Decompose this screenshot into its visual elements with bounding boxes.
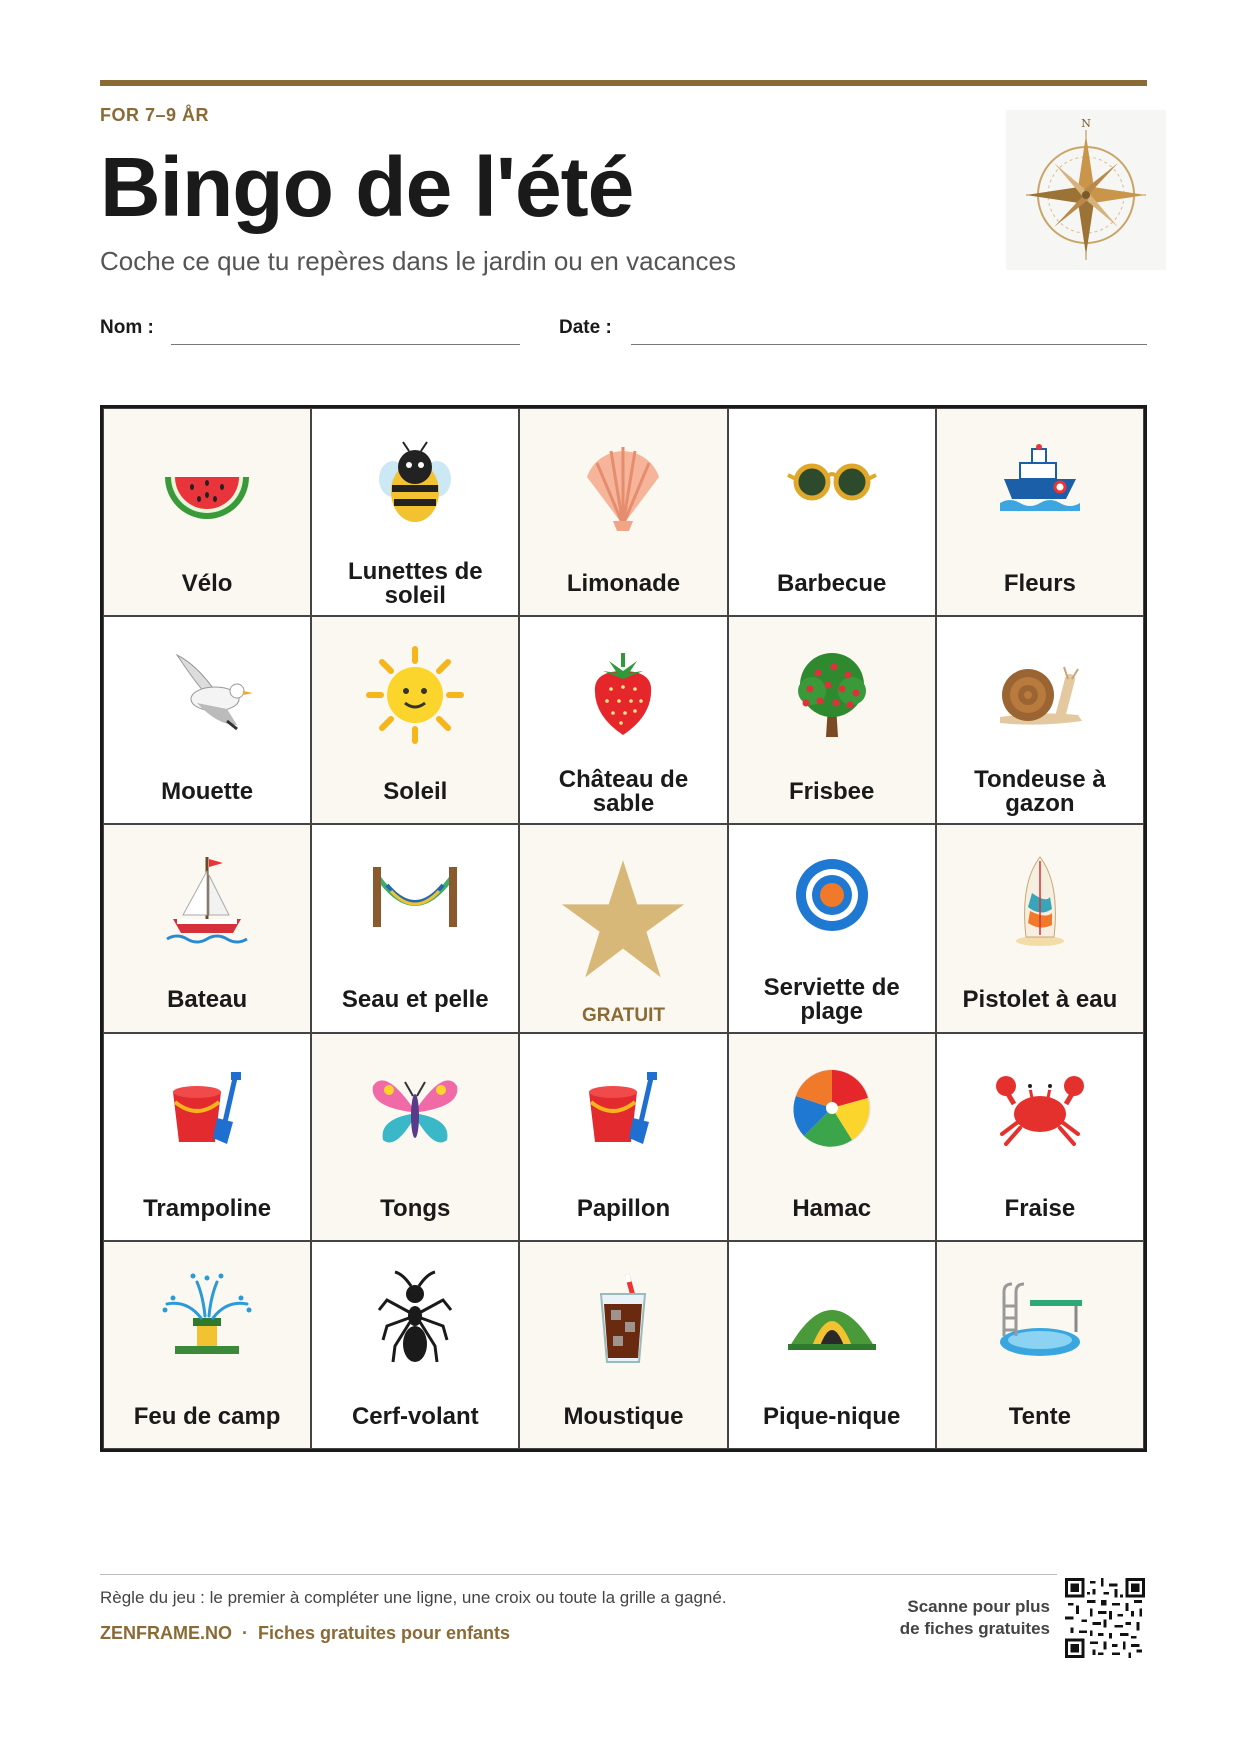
bingo-cell[interactable] <box>936 408 1144 616</box>
cell-label: Bateau <box>167 986 248 1014</box>
bee-icon <box>365 437 465 537</box>
bucket-spade-icon <box>157 1062 257 1162</box>
cell-label: Pistolet à eau <box>962 986 1118 1014</box>
scan-caption <box>860 1596 1050 1640</box>
tent-icon <box>782 1270 882 1370</box>
sun-icon <box>365 645 465 745</box>
cell-label: Limonade <box>566 570 681 597</box>
watermelon-icon <box>157 437 257 537</box>
cell-label: Soleil <box>383 778 448 806</box>
cell-label: Barbecue <box>777 570 887 597</box>
date-label: Date : <box>559 317 612 338</box>
crab-icon <box>990 1062 1090 1162</box>
cell-label: Lunettes de soleil <box>347 558 483 609</box>
cell-label: Tondeuse à gazon <box>974 766 1106 818</box>
bingo-cell[interactable] <box>103 1241 311 1449</box>
cell-label: Moustique <box>563 1402 684 1430</box>
top-rule <box>100 80 1147 86</box>
sailboat-icon <box>157 853 257 953</box>
page-title: Bingo de l'été <box>100 140 634 234</box>
footer-divider <box>100 1574 1057 1575</box>
age-label: FOR 7–9 ÅR <box>100 105 210 125</box>
bingo-grid <box>100 405 1147 1452</box>
bingo-cell[interactable] <box>936 616 1144 824</box>
bingo-cell[interactable] <box>519 616 727 824</box>
name-label: Nom : <box>100 317 154 338</box>
cell-label: Château de sable <box>558 766 689 818</box>
bingo-cell[interactable] <box>311 1241 519 1449</box>
cell-label: Cerf-volant <box>351 1402 479 1430</box>
sunglasses-icon <box>782 437 882 537</box>
hammock-icon <box>365 853 465 953</box>
cell-label: Serviette de plage <box>763 974 900 1026</box>
scan-line-1: Scanne pour plus <box>907 1597 1050 1616</box>
sprinkler-icon <box>157 1270 257 1370</box>
cell-label: Feu de camp <box>133 1402 281 1430</box>
bingo-cell[interactable] <box>728 824 936 1032</box>
bingo-cell[interactable] <box>936 1241 1144 1449</box>
cell-label: Hamac <box>792 1194 872 1222</box>
bingo-cell[interactable] <box>103 616 311 824</box>
bingo-cell[interactable] <box>728 1241 936 1449</box>
bucket-spade-icon <box>573 1062 673 1162</box>
game-rule: Règle du jeu : le premier à compléter une ligne, une croix ou toute la grille a gagné. <box>100 1588 727 1607</box>
bingo-cell[interactable] <box>311 1033 519 1241</box>
seagull-icon <box>157 645 257 745</box>
cell-label: Fraise <box>1004 1194 1076 1222</box>
seashell-icon <box>573 437 673 537</box>
date-field[interactable] <box>631 344 1147 345</box>
qr-code[interactable] <box>1065 1578 1145 1658</box>
brand-link[interactable]: ZENFRAME.NO · Fiches gratuites pour enfants <box>100 1623 511 1643</box>
surfboard-icon <box>990 853 1090 953</box>
bingo-cell[interactable] <box>311 408 519 616</box>
beach-ball-icon <box>782 1062 882 1162</box>
butterfly-icon <box>365 1062 465 1162</box>
bingo-cell[interactable] <box>103 1033 311 1241</box>
bingo-cell[interactable] <box>519 824 727 1032</box>
scan-line-2: de fiches gratuites <box>899 1619 1050 1639</box>
bingo-cell[interactable] <box>311 616 519 824</box>
cola-glass-icon <box>573 1270 673 1370</box>
cell-label: Seau et pelle <box>341 986 489 1014</box>
cell-label: Pique-nique <box>763 1402 901 1430</box>
bingo-cell[interactable] <box>311 824 519 1032</box>
compass-icon <box>1006 110 1166 270</box>
apple-tree-icon <box>782 645 882 745</box>
free-space-label: GRATUIT <box>581 1004 665 1026</box>
bingo-cell[interactable] <box>728 1033 936 1241</box>
ant-icon <box>365 1270 465 1370</box>
bingo-cell[interactable] <box>103 408 311 616</box>
cell-label: Trampoline <box>143 1194 272 1222</box>
cell-label: Frisbee <box>789 778 875 806</box>
frisbee-icon <box>782 853 882 953</box>
cell-label: Fleurs <box>1003 570 1076 597</box>
cell-label: Mouette <box>161 778 254 806</box>
cell-label: Vélo <box>181 570 233 597</box>
bingo-cell[interactable] <box>103 824 311 1032</box>
bingo-cell[interactable] <box>936 824 1144 1032</box>
cell-label: Tongs <box>380 1194 451 1222</box>
bingo-cell[interactable] <box>519 1241 727 1449</box>
bingo-cell[interactable] <box>728 616 936 824</box>
strawberry-icon <box>573 645 673 745</box>
compass-north-label: N <box>1081 117 1091 130</box>
snail-icon <box>990 645 1090 745</box>
bingo-cell[interactable] <box>519 1033 727 1241</box>
cell-label: Tente <box>1008 1402 1071 1430</box>
cell-label: Papillon <box>576 1194 671 1222</box>
boat-icon <box>990 437 1090 537</box>
star-icon <box>558 855 688 985</box>
page-subtitle: Coche ce que tu repères dans le jardin ou en vacances <box>100 246 736 276</box>
bingo-cell[interactable] <box>728 408 936 616</box>
pool-ladder-icon <box>990 1270 1090 1370</box>
bingo-cell[interactable] <box>936 1033 1144 1241</box>
bingo-cell[interactable] <box>519 408 727 616</box>
name-field[interactable] <box>171 344 520 345</box>
